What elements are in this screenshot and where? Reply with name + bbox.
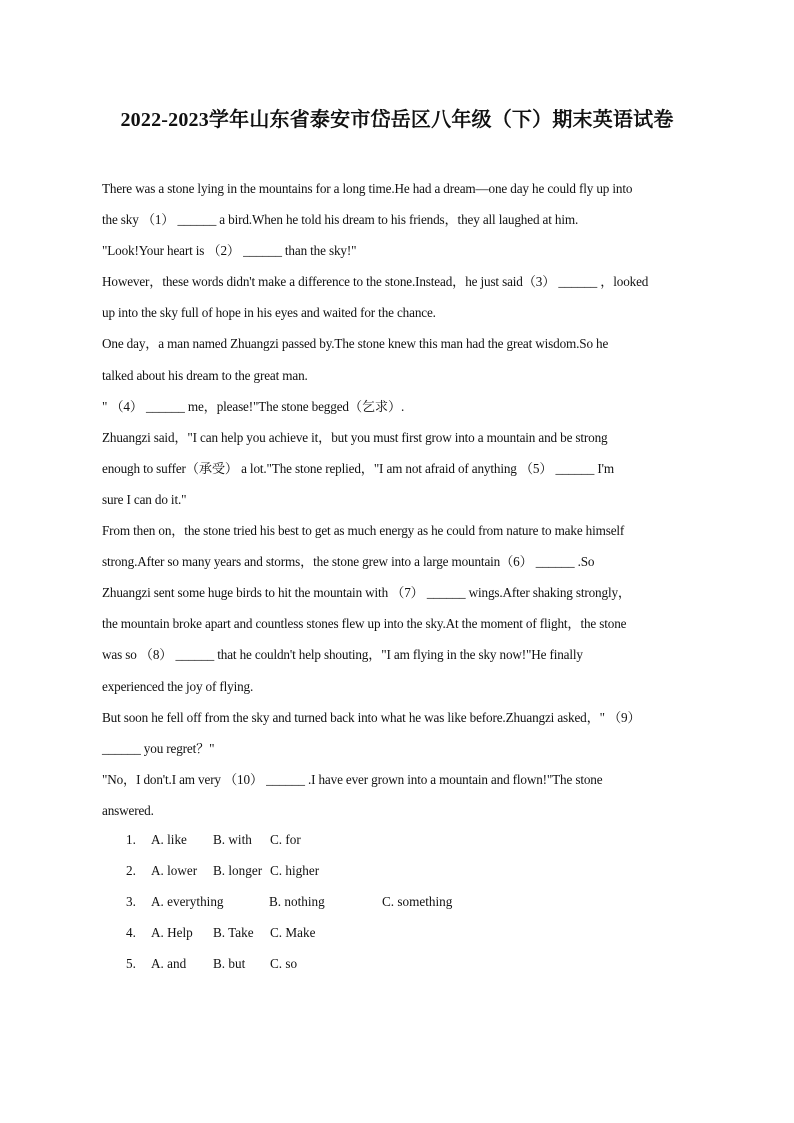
passage-line: experienced the joy of flying.	[102, 678, 254, 694]
passage-line: There was a stone lying in the mountains for a long time.He had a dream—one day he could fly up into	[102, 181, 633, 196]
passage-line: " （4） ______ me，please!"The stone begged（乞求）.	[102, 398, 405, 414]
question-number: 1.	[126, 832, 136, 847]
option-b: B. with	[213, 832, 252, 847]
question-number: 3.	[126, 894, 136, 910]
passage-line: However，these words didn't make a difference to the stone.Instead，he just said（3） ______ ，looked	[102, 274, 649, 290]
page-title: 2022-2023学年山东省泰安市岱岳区八年级（下）期末英语试卷	[120, 109, 674, 131]
option-c: C. higher	[270, 863, 320, 879]
option-b: B. nothing	[269, 894, 325, 910]
option-c: C. for	[270, 832, 301, 847]
passage-line: the sky （1） ______ a bird.When he told his dream to his friends，they all laughed at him.	[102, 212, 579, 228]
passage-line: "Look!Your heart is （2） ______ than the sky!"	[102, 243, 357, 259]
question-number: 2.	[126, 863, 136, 879]
option-a: A. and	[151, 956, 187, 972]
passage-line: Zhuangzi sent some huge birds to hit the mountain with （7） ______ wings.After shaking strongly，	[102, 585, 631, 601]
passage-line: strong.After so many years and storms，the stone grew into a large mountain（6） ______ .So	[102, 554, 595, 570]
passage-line: enough to suffer（承受） a lot."The stone replied，"I am not afraid of anything （5） ______ I'm	[102, 460, 614, 476]
passage-line: talked about his dream to the great man.	[102, 367, 308, 383]
option-b: B. Take	[213, 925, 254, 941]
passage-line: answered.	[102, 802, 154, 818]
passage-line: sure I can do it."	[102, 491, 187, 507]
option-c: C. Make	[270, 925, 316, 941]
option-b: B. longer	[213, 863, 263, 879]
passage-line: One day，a man named Zhuangzi passed by.The stone knew this man had the great wisdom.So he	[102, 336, 609, 352]
passage-line: the mountain broke apart and countless stones flew up into the sky.At the moment of flight，the stone	[102, 616, 627, 632]
option-c: C. so	[270, 956, 298, 972]
passage-line: Zhuangzi said，"I can help you achieve it，but you must first grow into a mountain and be strong	[102, 429, 608, 445]
option-b: B. but	[213, 956, 246, 972]
question-number: 4.	[126, 925, 136, 941]
option-a: A. everything	[151, 894, 224, 910]
option-a: A. like	[151, 832, 187, 847]
reading-passage	[102, 173, 702, 826]
question-number: 5.	[126, 956, 136, 972]
option-a: A. lower	[151, 863, 198, 879]
passage-line: was so （8） ______ that he couldn't help shouting，"I am flying in the sky now!"He finally	[102, 647, 583, 663]
passage-line: "No，I don't.I am very （10） ______ .I have ever grown into a mountain and flown!"The stone	[102, 771, 603, 787]
passage-line: up into the sky full of hope in his eyes and waited for the chance.	[102, 305, 436, 321]
passage-line: But soon he fell off from the sky and turned back into what he was like before.Zhuangzi asked，" （9）	[102, 709, 641, 725]
passage-line: From then on，the stone tried his best to get as much energy as he could from nature to make himself	[102, 523, 625, 539]
option-a: A. Help	[151, 925, 193, 941]
passage-line: ______ you regret？"	[102, 740, 215, 756]
option-c: C. something	[382, 894, 453, 910]
